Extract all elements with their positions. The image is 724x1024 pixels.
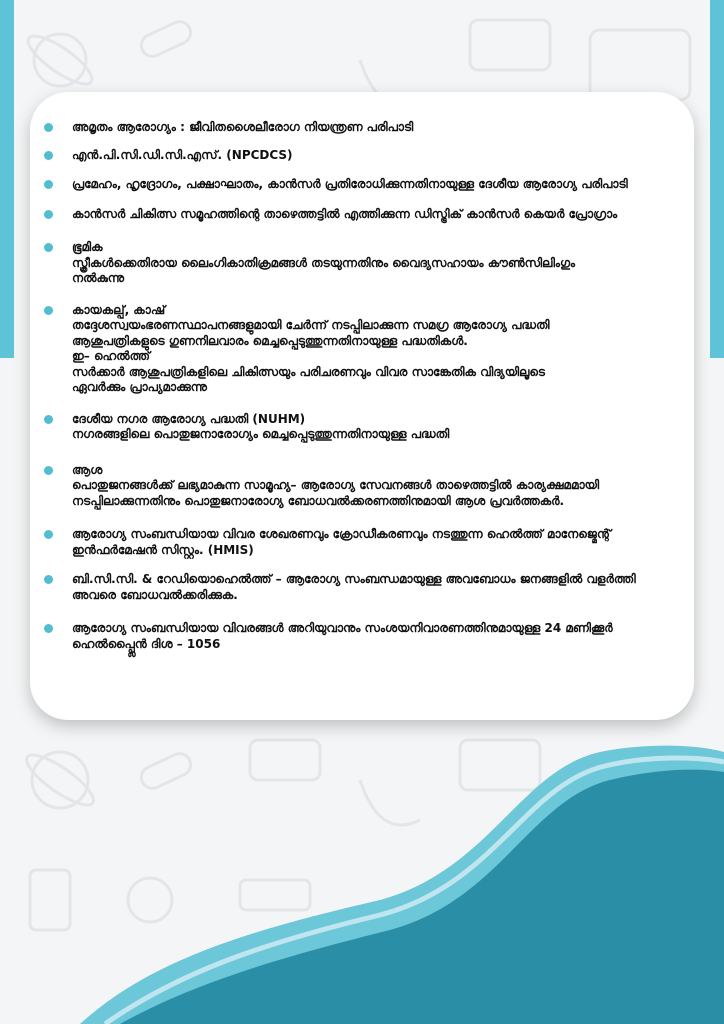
program-description: പൊതുജനങ്ങൾക്ക് ലഭ്യമാകുന്ന സാമൂഹ്യ– ആരോഗ്യ സേവനങ്ങൾ താഴെത്തട്ടിൽ കാര്യക്ഷമമായി: [72, 478, 600, 492]
first-aid-kit-icon: [590, 30, 690, 100]
program-description: ഹെൽപ്പ്ലൈൻ ദിശ – 1056: [72, 636, 221, 651]
bullet-dot-icon: [44, 624, 53, 633]
program-description: സ്ത്രീകൾക്കെതിരായ ലൈംഗികാതിക്രമങ്ങൾ തടയുന്നതിനും വൈദ്യസഹായം കൗൺസിലിംഗും: [72, 255, 576, 270]
program-item: [44, 412, 684, 443]
program-item: [44, 120, 684, 136]
program-description: ഏവർക്കും പ്രാപ്യമാക്കുന്നു: [72, 380, 208, 394]
program-item: [44, 177, 684, 193]
bottle-icon: [30, 870, 70, 930]
bullet-dot-icon: [44, 180, 53, 189]
bullet-dot-icon: [44, 415, 53, 424]
program-item: [44, 207, 684, 223]
program-description: സർക്കാർ ആശുപത്രികളിലെ ചികിത്സയും പരിചരണവും വിവര സാങ്കേതിക വിദ്യയിലൂടെ: [72, 364, 545, 379]
bullet-dot-icon: [44, 575, 53, 584]
pill-icon: [128, 878, 172, 922]
program-description: നടപ്പിലാക്കുന്നതിനും പൊതുജനാരോഗ്യ ബോധവൽക്കരണത്തിനുമായി ആശ പ്രവർത്തകർ.: [72, 493, 565, 508]
program-title: ബി.സി.സി. & റേഡിയൊഹെൽത്ത് – ആരോഗ്യ സംബന്ധമായുള്ള അവബോധം ജനങ്ങളിൽ വളർത്തി: [72, 572, 636, 586]
program-item: [44, 527, 684, 558]
program-title: കായകല്പ്, കാഷ്: [72, 302, 166, 317]
program-description: നഗരങ്ങളിലെ പൊതുജനാരോഗ്യം മെച്ചപ്പെടുത്തുന്നതിനായുള്ള പദ്ധതി: [72, 427, 450, 441]
program-description: തദ്ദേശസ്വയംഭരണസ്ഥാപനങ്ങളുമായി ചേർന്ന് നടപ്പിലാക്കുന്ന സമഗ്ര ആരോഗ്യ പദ്ധതി: [72, 318, 550, 332]
program-item: [44, 240, 684, 287]
program-description: നൽകുന്നു: [72, 271, 125, 285]
program-description: ഇൻഫർമേഷൻ സിസ്റ്റം. (HMIS): [72, 542, 254, 557]
program-title: ഭൂമിക: [72, 240, 103, 254]
program-title: പ്രമേഹം, ഹൃദ്രോഗം, പക്ഷാഘാതം, കാൻസർ പ്രതിരോധിക്കുന്നതിനായുള്ള ദേശീയ ആരോഗ്യ പരിപാടി: [72, 177, 628, 191]
bullet-dot-icon: [44, 530, 53, 539]
program-description: ഇ– ഹെൽത്ത്: [72, 349, 150, 363]
program-title: ആശ: [72, 462, 103, 477]
program-title: ആരോഗ്യ സംബന്ധിയായ വിവരങ്ങൾ അറിയുവാനും സംശയനിവാരണത്തിനുമായുള്ള 24 മണിക്കൂർ: [72, 621, 613, 635]
program-description: ആശുപത്രികളുടെ ഗുണനിലവാരം മെച്ചപ്പെടുത്തുന്നതിനായുള്ള പദ്ധതികൾ.: [72, 333, 468, 348]
capsule-icon: [138, 18, 194, 60]
stethoscope-icon: [360, 780, 420, 825]
program-item: [44, 572, 684, 603]
bullet-dot-icon: [44, 123, 53, 132]
program-title: അമൃതം ആരോഗ്യം : ജീവിതശൈലീരോഗ നിയന്ത്രണ പരിപാടി: [72, 120, 414, 134]
bullet-dot-icon: [44, 306, 53, 315]
program-title: എൻ.പി.സി.ഡി.സി.എസ്. (NPCDCS): [72, 147, 293, 162]
left-accent-bar: [0, 0, 14, 358]
program-description: അവരെ ബോധവൽക്കരിക്കുക.: [72, 587, 238, 602]
cap-icon: [470, 20, 550, 70]
right-accent-bar: [710, 0, 724, 358]
health-programs-list: [44, 120, 684, 666]
program-item: [44, 303, 684, 396]
cap-icon: [460, 740, 540, 790]
bullet-dot-icon: [44, 151, 53, 160]
program-item: [44, 463, 684, 510]
content-card: [30, 92, 694, 720]
bullet-dot-icon: [44, 243, 53, 252]
program-title: ആരോഗ്യ സംബന്ധിയായ വിവര ശേഖരണവും ക്രോഡീകരണവും നടത്തുന്ന ഹെൽത്ത് മാനേജ്മെന്റ്: [72, 527, 611, 541]
bullet-dot-icon: [44, 466, 53, 475]
program-item: [44, 148, 684, 164]
program-title: കാൻസർ ചികിത്സ സമൂഹത്തിന്റെ താഴെത്തട്ടിൽ എത്തിക്കുന്ന ഡിസ്ട്രിക് കാൻസർ കെയർ പ്രോഗ്രാം: [72, 206, 618, 221]
glasses-icon: [250, 740, 320, 780]
syringe-icon: [240, 880, 310, 910]
capsule-icon: [138, 750, 194, 792]
program-item: [44, 621, 684, 652]
bullet-dot-icon: [44, 210, 53, 219]
program-title: ദേശീയ നഗര ആരോഗ്യ പദ്ധതി (NUHM): [72, 411, 306, 426]
